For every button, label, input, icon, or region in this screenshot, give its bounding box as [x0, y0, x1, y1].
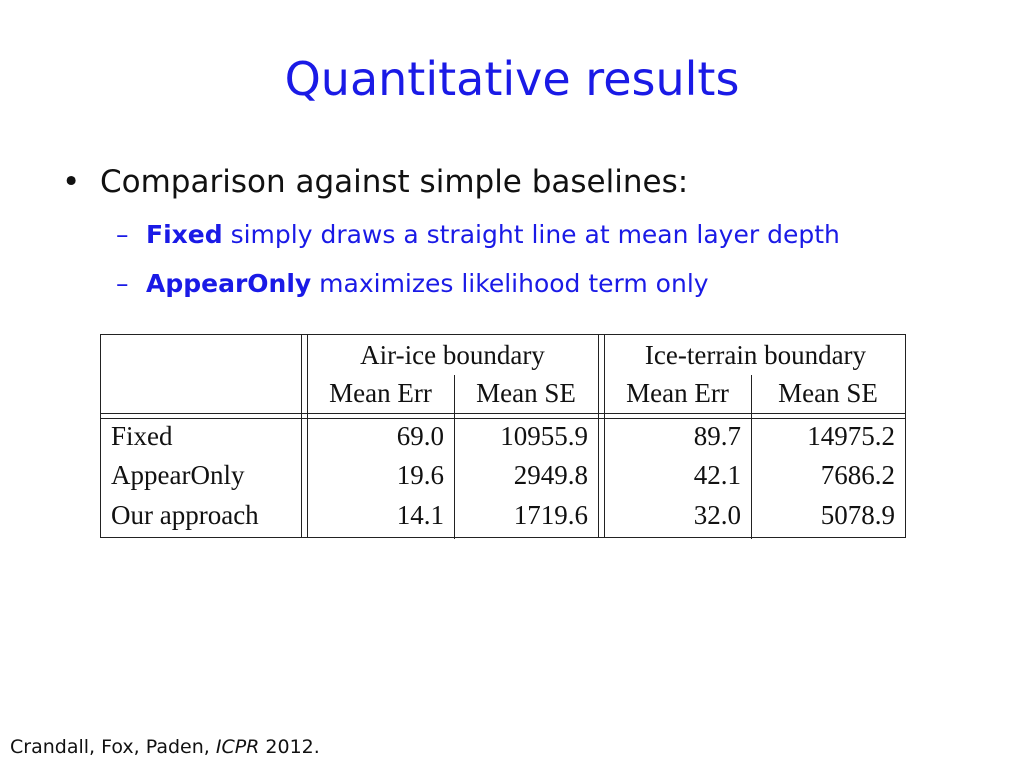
table-cell: 5078.9 — [820, 500, 895, 530]
row-method: Fixed — [111, 421, 173, 451]
row-method: AppearOnly — [111, 460, 245, 490]
sub-bullet-text: simply draws a straight line at mean layer depth — [222, 220, 840, 249]
dash-icon: – — [116, 269, 129, 298]
table-cell: 14975.2 — [807, 421, 895, 451]
results-table — [100, 334, 906, 538]
table-cell: 42.1 — [693, 460, 741, 490]
bullet-main — [62, 164, 688, 200]
sub-bullet-text: maximizes likelihood term only — [311, 269, 709, 298]
sub-bullet-bold: AppearOnly — [146, 269, 312, 298]
table-cell: 2949.8 — [513, 460, 588, 490]
column-header: Mean SE — [778, 378, 878, 408]
group-header-air-ice: Air-ice boundary — [360, 340, 545, 370]
bullet-dot-icon: • — [62, 164, 81, 200]
citation-authors: Crandall, Fox, Paden, — [10, 736, 216, 758]
table-cell: 1719.6 — [513, 500, 588, 530]
dash-icon: – — [116, 220, 129, 249]
column-header: Mean SE — [476, 378, 576, 408]
table-cell: 32.0 — [693, 500, 741, 530]
sub-bullet-bold: Fixed — [146, 220, 223, 249]
table-divider — [301, 335, 302, 537]
table-cell: 10955.9 — [500, 421, 588, 451]
citation-year: 2012. — [259, 736, 320, 758]
group-header-ice-terrain: Ice-terrain boundary — [644, 340, 867, 370]
table-cell: 7686.2 — [820, 460, 895, 490]
slide-title: Quantitative results — [284, 52, 740, 106]
table-cell: 89.7 — [693, 421, 741, 451]
sub-bullet-appearonly — [116, 269, 709, 298]
citation — [10, 736, 320, 758]
citation-venue: ICPR — [215, 736, 260, 758]
table-header-rule — [101, 418, 905, 419]
table-cell: 14.1 — [396, 500, 444, 530]
column-header: Mean Err — [626, 378, 729, 408]
bullet-main-text: Comparison against simple baselines: — [100, 164, 689, 200]
table-cell: 69.0 — [396, 421, 444, 451]
row-method: Our approach — [111, 500, 259, 530]
table-cell: 19.6 — [396, 460, 444, 490]
table-divider — [598, 335, 599, 537]
sub-bullet-fixed — [116, 220, 840, 249]
column-header: Mean Err — [329, 378, 432, 408]
table-header-rule — [101, 413, 905, 414]
